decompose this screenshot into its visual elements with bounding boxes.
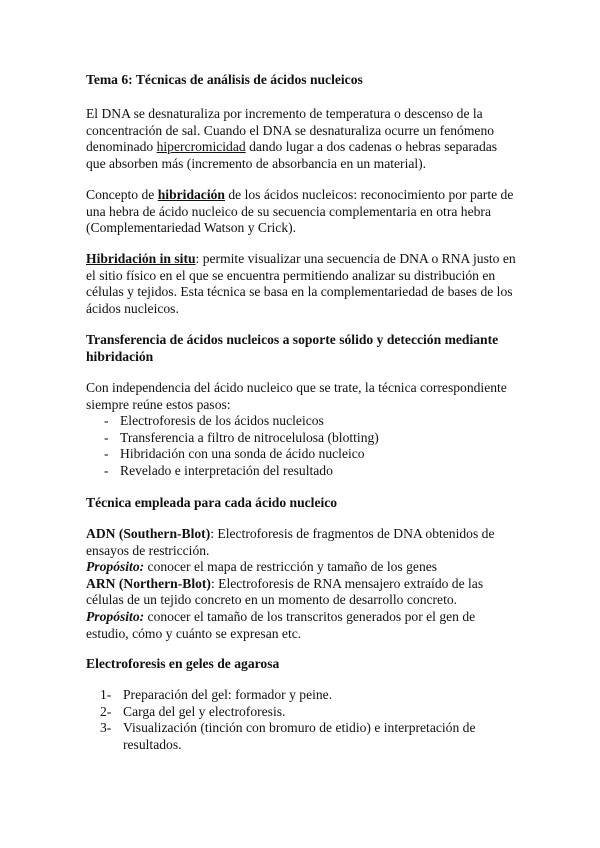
list-item: - Hibridación con una sonda de ácido nucleico <box>104 446 365 462</box>
paragraph-pasos <box>86 380 518 480</box>
term-hipercromicidad: hipercromicidad <box>156 139 246 155</box>
list-item: 2- Carga del gel y electroforesis. <box>100 703 286 719</box>
term-hibridacion-in-situ: Hibridación in situ <box>86 251 196 266</box>
page-title: Tema 6: Técnicas de análisis de ácidos nucleicos <box>86 72 363 87</box>
gel-steps <box>86 687 518 753</box>
list-item: 1- Preparación del gel: formador y peine. <box>100 687 333 702</box>
term-southern-blot: ADN (Southern-Blot) <box>86 526 211 541</box>
paragraph-text: : permite visualizar una secuencia de DNA o RNA justo en el sitio físico en el que se encuentra permitiendo analizar su distribución en células y tejidos. Esta técnica se basa en la complementariedad de bases de los ácidos nucleicos. <box>86 251 516 316</box>
section-heading-transferencia <box>86 332 518 365</box>
section-southern-northern <box>86 526 518 642</box>
term-hibridacion: hibridación <box>157 187 225 202</box>
steps-list <box>86 413 518 479</box>
list-marker: - <box>104 413 109 429</box>
list-number: 1- <box>100 687 112 702</box>
paragraph-hibridacion-in-situ <box>86 251 518 317</box>
paragraph-text: Con independencia del ácido nucleico que se trate, la técnica correspondiente siempre reúne estos pasos: <box>86 380 507 412</box>
paragraph-hibridacion <box>86 187 518 237</box>
adn-paragraph: ADN (Southern-Blot): Electroforesis de fragmentos de DNA obtenidos de ensayos de restricción. <box>86 526 495 558</box>
list-item: - Transferencia a filtro de nitrocelulosa (blotting) <box>104 429 379 445</box>
paragraph-text: El DNA se desnaturaliza por incremento de temperatura o descenso de la concentración de sal. Cuando el DNA se desnaturaliza ocurre un fenómeno denominado <box>86 106 495 155</box>
adn-purpose: Propósito: conocer el mapa de restricción y tamaño de los genes <box>86 559 438 575</box>
list-item: - Electroforesis de los ácidos nucleicos <box>104 413 324 429</box>
list-number: 3- <box>100 720 112 736</box>
paragraph-text: de los ácidos nucleicos: reconocimiento por parte de una hebra de ácido nucleico de su secuencia complementaria en otra hebra (Complementariedad Watson y Crick). <box>86 187 514 236</box>
paragraph-desnaturalizacion <box>86 106 518 172</box>
term-northern-blot: ARN (Northern-Blot) <box>86 575 211 591</box>
arn-paragraph: ARN (Northern-Blot): Electroforesis de RNA mensajero extraído de las células de un tejido concreto en un momento de desarrollo concreto. <box>86 575 484 608</box>
arn-purpose: Propósito: conocer el tamaño de los transcritos generados por el gen de estudio, cómo y cuánto se expresan etc. <box>86 608 476 641</box>
list-item: - Revelado e interpretación del resultado <box>104 462 333 478</box>
purpose-label: Propósito: <box>86 608 145 624</box>
paragraph-text: dando lugar a dos cadenas o hebras separadas que absorben más (incremento de absorbancia en un material). <box>86 139 498 171</box>
purpose-label: Propósito: <box>86 559 145 575</box>
section-heading: Técnica empleada para cada ácido nucleico <box>86 495 338 510</box>
list-marker: - <box>104 446 109 462</box>
section-heading-electroforesis <box>86 656 518 673</box>
list-marker: - <box>104 429 109 445</box>
list-item: 3- Visualización (tinción con bromuro de etidio) e interpretación de resultados. <box>100 720 476 752</box>
paragraph-text: Concepto de <box>86 187 158 202</box>
gel-steps-list <box>86 687 518 753</box>
list-marker: - <box>104 462 109 478</box>
list-number: 2- <box>100 703 112 719</box>
section-heading: Transferencia de ácidos nucleicos a soporte sólido y detección mediante hibridación <box>86 332 499 364</box>
section-heading-tecnica <box>86 495 518 512</box>
section-heading: Electroforesis en geles de agarosa <box>86 656 280 671</box>
